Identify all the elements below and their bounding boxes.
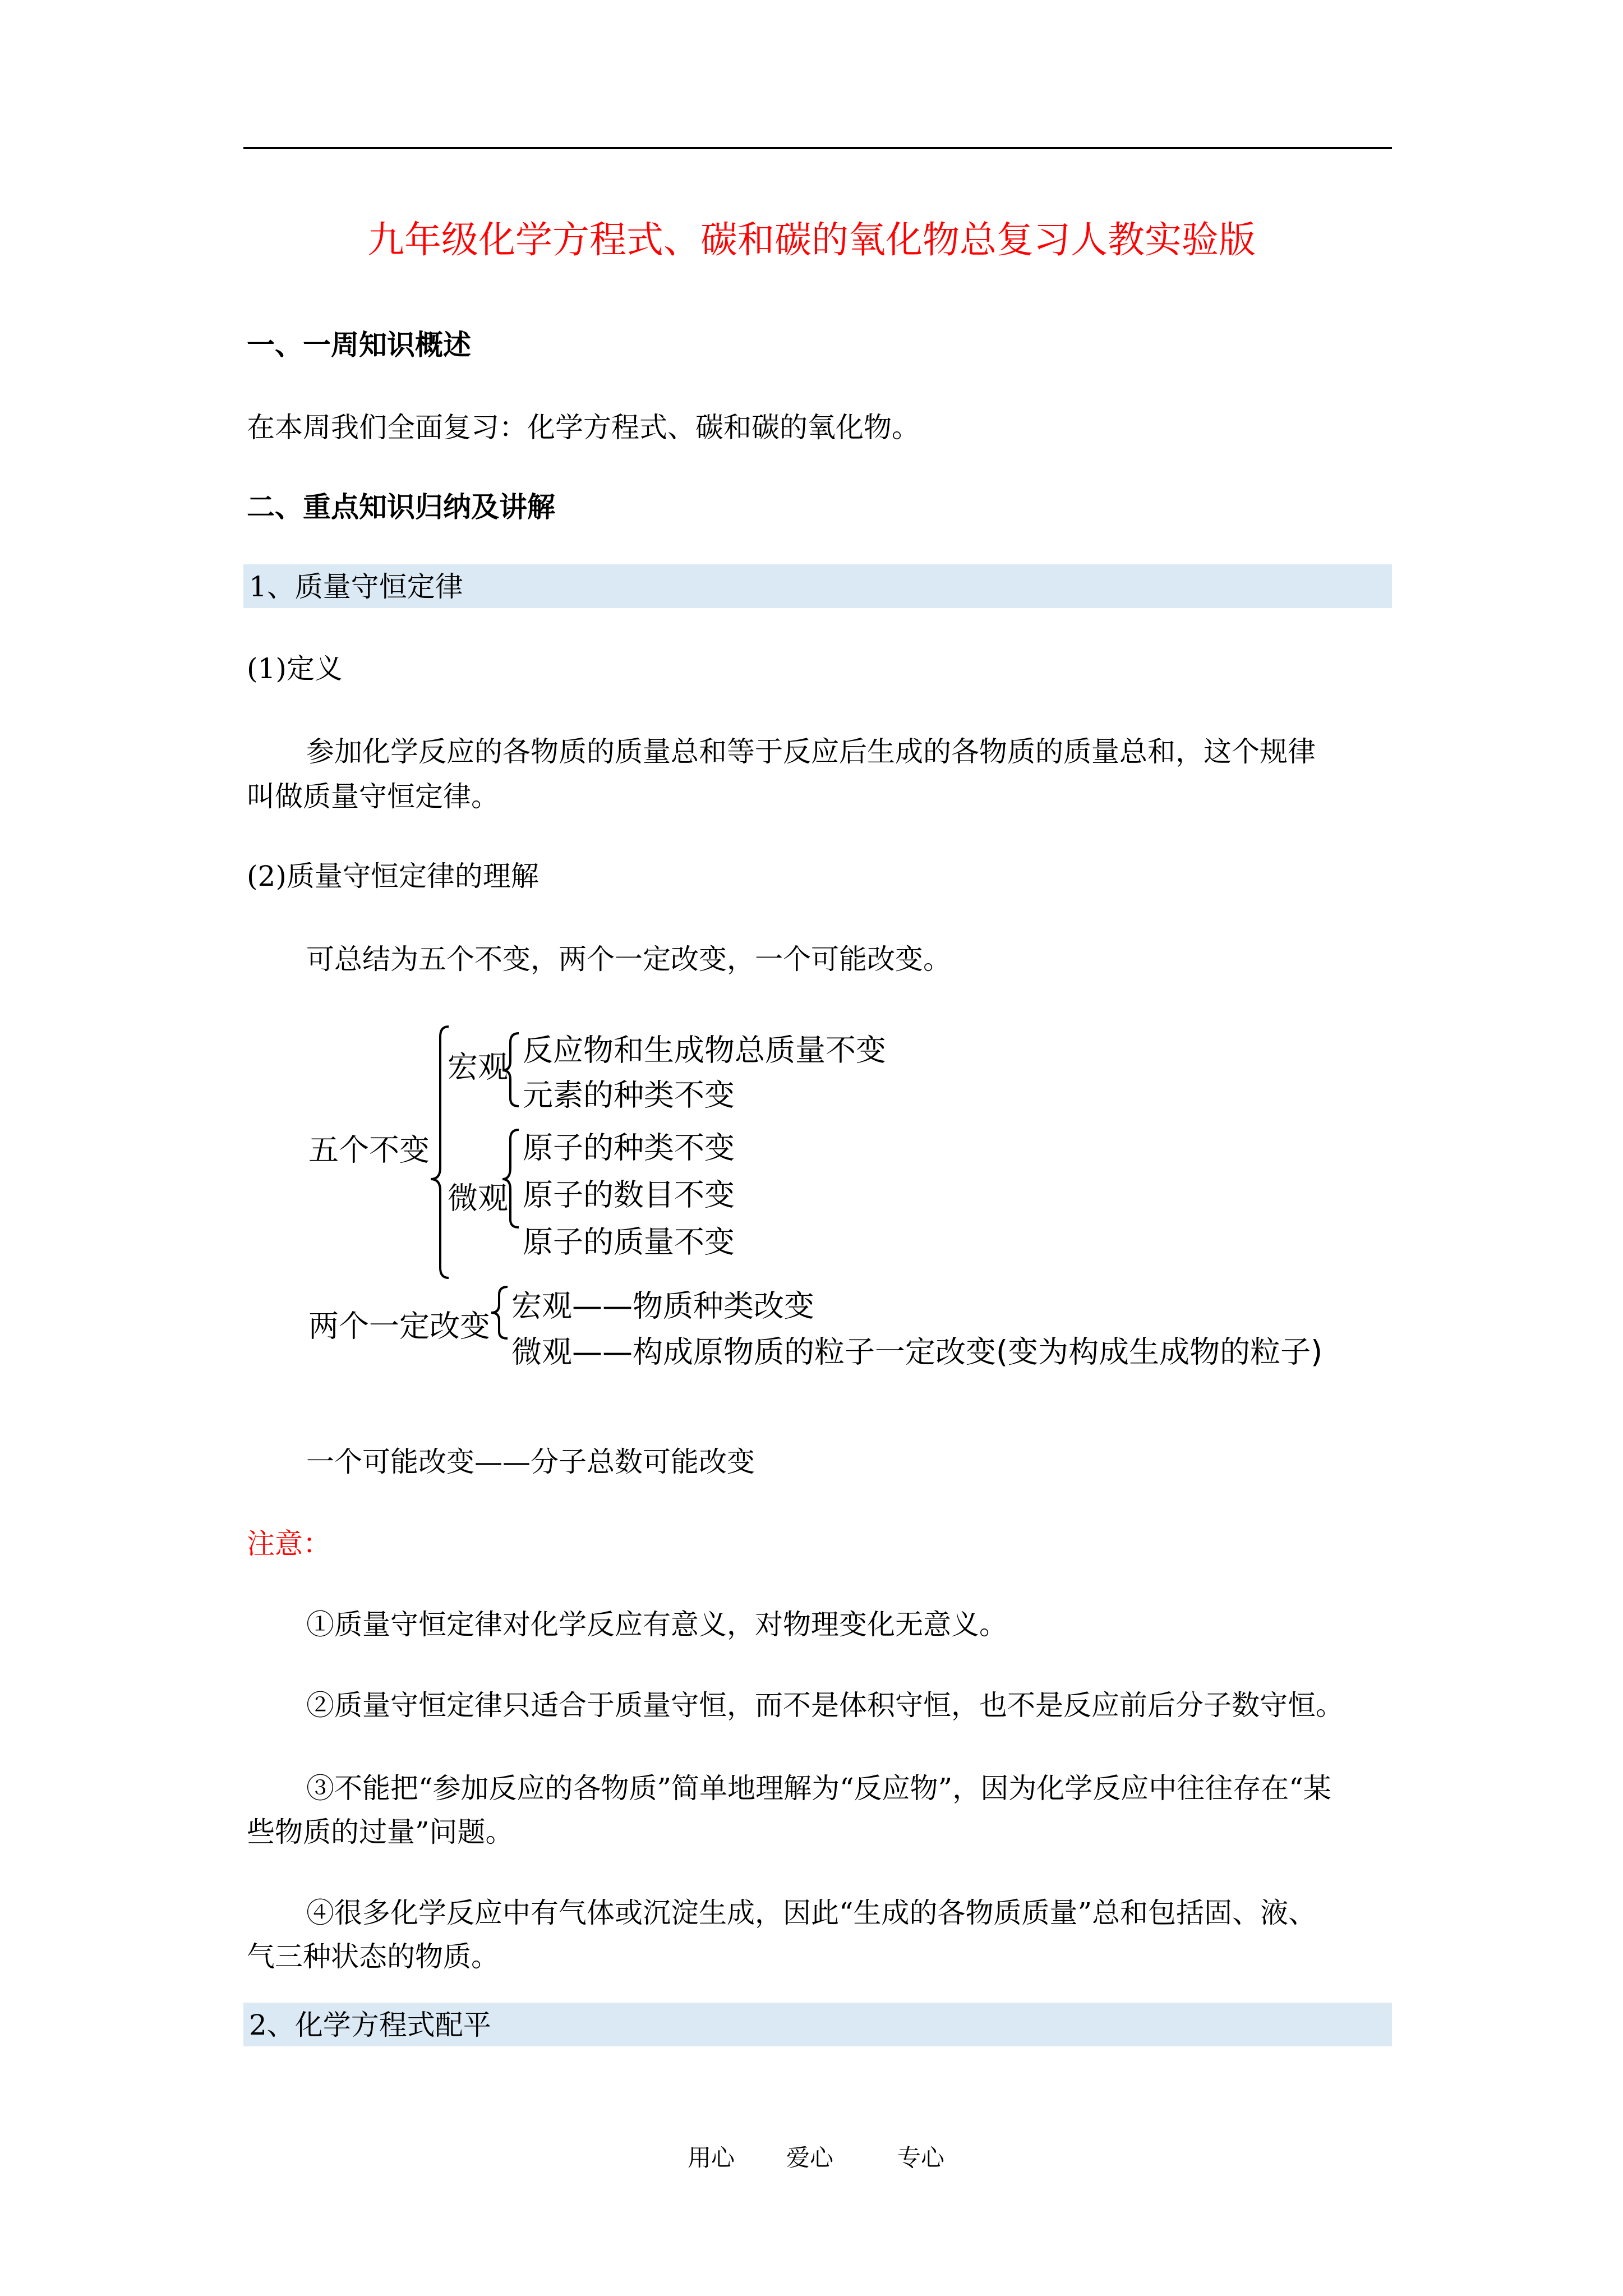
micro-item-1: 原子的种类不变 — [523, 1130, 735, 1166]
macro-item-1: 反应物和生成物总质量不变 — [523, 1032, 886, 1068]
note-4-line-1: ④很多化学反应中有气体或沉淀生成，因此“生成的各物质质量”总和包括固、液、 — [306, 1897, 1317, 1929]
page-title: 九年级化学方程式、碳和碳的氧化物总复习人教实验版 — [367, 218, 1256, 261]
brace-five — [431, 1027, 449, 1278]
micro-item-2: 原子的数目不变 — [523, 1177, 735, 1213]
micro-item-3: 原子的质量不变 — [523, 1224, 735, 1260]
topic2-title: 2、化学方程式配平 — [249, 2009, 491, 2041]
definition-line-2: 叫做质量守恒定律。 — [247, 780, 499, 813]
brace-two — [491, 1287, 508, 1338]
conservation-diagram — [303, 1021, 1357, 1380]
macro-item-2: 元素的种类不变 — [523, 1077, 735, 1113]
note-1: ①质量守恒定律对化学反应有意义，对物理变化无意义。 — [306, 1608, 1007, 1641]
section1-heading: 一、一周知识概述 — [247, 328, 471, 361]
footer-text-2: 爱心 — [786, 2144, 834, 2171]
note-label: 注意： — [247, 1527, 331, 1560]
macro-label: 宏观 — [448, 1049, 508, 1085]
note-4-line-2: 气三种状态的物质。 — [247, 1940, 499, 1973]
note-3-line-1: ③不能把“参加反应的各物质”简单地理解为“反应物”，因为化学反应中往往存在“某 — [306, 1772, 1331, 1805]
five-label: 五个不变 — [308, 1132, 430, 1168]
note-2: ②质量守恒定律只适合于质量守恒，而不是体积守恒，也不是反应前后分子数守恒。 — [306, 1689, 1344, 1722]
one-change-text: 一个可能改变——分子总数可能改变 — [306, 1446, 755, 1478]
topic2-band — [243, 2003, 1392, 2046]
header-rule — [243, 147, 1392, 149]
topic1-band — [243, 564, 1392, 608]
definition-line-1: 参加化学反应的各物质的质量总和等于反应后生成的各物质的质量总和，这个规律 — [306, 735, 1316, 768]
footer-text-3: 专心 — [897, 2144, 945, 2171]
two-item-2: 微观——构成原物质的粒子一定改变(变为构成生成物的粒子) — [511, 1334, 1323, 1370]
two-label: 两个一定改变 — [308, 1308, 490, 1344]
understanding-heading: (2)质量守恒定律的理解 — [247, 860, 539, 892]
summary-text: 可总结为五个不变，两个一定改变，一个可能改变。 — [306, 943, 951, 976]
section2-heading: 二、重点知识归纳及讲解 — [247, 490, 555, 523]
note-3-line-2: 些物质的过量”问题。 — [247, 1816, 514, 1848]
two-item-1: 宏观——物质种类改变 — [511, 1288, 814, 1324]
section1-text: 在本周我们全面复习：化学方程式、碳和碳的氧化物。 — [247, 411, 920, 444]
footer-text-1: 用心 — [688, 2144, 735, 2171]
micro-label: 微观 — [448, 1180, 508, 1216]
definition-heading: (1)定义 — [247, 652, 343, 685]
topic1-title: 1、质量守恒定律 — [249, 570, 463, 603]
